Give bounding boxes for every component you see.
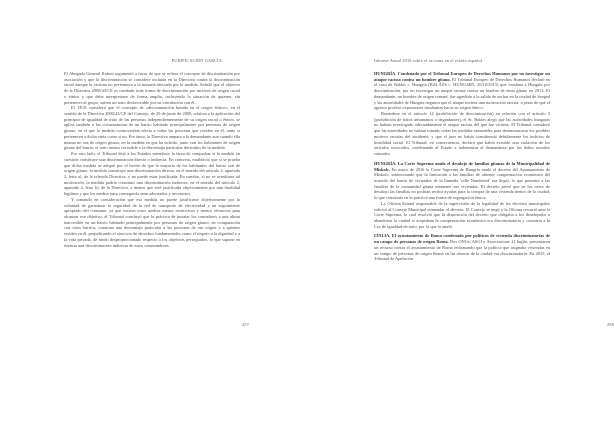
section-text: En mayo de 2016 la Corte Suprema de Hungría anuló el decreto del Ayuntamiento de Miskolc, sentenciando que la limitación a las familias de obtener compensación económica del acuerdo del barrio de viviendas de la llamada 'calle Numbered' era ilegal, lo que permitió a las familias de la comunidad gitana mantener sus viviendas. El decreto prevé que en los casos de desalojo las familias no podrían recibir ayudas para la compra de una vivienda dentro de la ciudad, lo que constituía en la práctica una forma de segregación étnica. [374, 166, 550, 201]
section-text: Basándose en el artículo 14 (prohibición de discriminación) en relación con el artículo 3 (prohibición de tratos inhumanos o degradantes), el Sr. Balázs alegó que las autoridades húngaras no habían investigado adecuadamente el ataque racista del que fue víctima. El Tribunal consideró que las autoridades no habían tomado todas las medidas razonables para desenmascarar los posibles motivos racistas del incidente, y que el juez no había considerado debidamente los indicios de hostilidad racial. El Tribunal, en consecuencia, declaró que había existido una violación de los artículos invocados, condenando al Estado a indemnizar al demandante por los daños morales causados. [374, 111, 550, 157]
paragraph: El TJCE consideró que el concepto de «discriminación basada en el origen étnico», en el sentido de la Directiva 2000/43/CE del Consejo, de 29 de junio de 2000, relativa a la aplicación del principio de igualdad de trato de las personas independientemente de su origen racial o étnico, se aplica también a las circunstancias de un barrio habitado principalmente por personas de origen gitano, en el que la medida controvertida afecta a todas las personas que residen en él, tanto si pertenecen a dicha etnia como si no. Por tanto, la Directiva ampara a la demandante aun cuando ella misma no sea de origen gitano, en la medida en que ha sufrido, junto con los habitantes de origen gitano del barrio, el trato menos favorable o la desventaja particular derivados de la medida. [64, 105, 240, 151]
page-number-right: 258 [607, 322, 614, 327]
paragraph [374, 111, 550, 157]
right-page [300, 0, 614, 424]
section-paragraph [374, 161, 550, 201]
paragraph: El Abogado General Kokott argumentó a favor de que se refiera el concepto de discriminación por asociación y que la discriminación se considere incluida en la Directiva contra la discriminación racial aunque la víctima no pertenezca a la minoría afectada por la medida. Señaló que el objetivo de la Directiva 2000/43/CE es combatir toda forma de discriminación por motivos de origen racial o étnico y que debe interpretarse de forma amplia, incluyendo la situación de quienes, sin pertenecer al grupo, sufren un trato desfavorable por su vinculación con él. [64, 71, 240, 105]
section-text: Dos ONGs, ASGI y Associazione 21 luglio, presentaron un recurso contra el ayuntamiento de Roma reclamando que la política que asignaba viviendas en un campo de personas de origen Roma en las afueras de la ciudad era discriminatoria. En 2015, el Tribunal de Apelación [374, 239, 550, 262]
running-head-right: Informe Anual 2016 sobre el racismo en el estado español [374, 58, 483, 63]
left-page-body [64, 71, 240, 371]
page-number-left: 257 [242, 322, 249, 327]
section-text: El Tribunal Europeo de Derechos Humanos declaró en el caso de Balázs c. Hungría (BALÁZS c. HUNGARY, 20/10/2015) que condena a Hungría por discriminación, por no investigar un ataque racista contra un hombre de etnia gitano en 2013. El demandante, un hombre de origen romaní, fue agredido a la salida de un bar en la ciudad de Szeged y las autoridades de Hungría negaron que el ataque tuviera una motivación racista, a pesar de que el agresor profirió expresiones insultantes hacia su origen étnico. [374, 76, 551, 111]
paragraph: Por otro lado, el Tribunal dejó a los Estados miembros la tarea de comprobar si la medida en cuestión constituye una discriminación directa o indirecta. En concreto, estableció que si se prueba que dicha medida se adoptó por el hecho de que la mayoría de los habitantes del barrio son de origen gitano, la medida constituye una discriminación directa, en el sentido del artículo 2, apartado 2, letra a), de la referida Directiva, y no puede estar justificada. En cambio, si no se acreditara tal motivación, la medida podría constituir una discriminación indirecta, en el sentido del artículo 2, apartado 2, letra b), de la Directiva, a menos que esté justificada objetivamente por una finalidad legítima y que los medios para conseguirla sean adecuados y necesarios. [64, 151, 240, 197]
section-paragraph [374, 71, 550, 111]
running-head-left: PURIFICACIÓN GARCÍA [171, 58, 222, 63]
section-heading: ITALIA. El ayuntamiento de Roma condenado por políticas de vivienda discriminatorias de un campo de personas de origen Roma. [374, 233, 550, 245]
paragraph: Y tomando en consideración que esa medida no puede justificarse objetivamente por la voluntad de garantizar la seguridad de la red de transporte de electricidad y un seguimiento apropiado del consumo, ya que existen otros medios menos restrictivos y menos ofensivos para alcanzar ese objetivo, el Tribunal concluyó que la práctica de instalar los contadores a una altura inaccesible en un barrio habitado principalmente por personas de origen gitano, en comparación con otros barrios, ocasiona una desventaja particular a las personas de ese origen y a quienes residen en él, perjudicando el ejercicio de derechos fundamentales como el respeto a la dignidad y a la vida privada, de modo desproporcionado respecto a los objetivos perseguidos, lo que supone en esencia una discriminación indirecta de estos consumidores. [64, 196, 240, 248]
left-page [0, 0, 300, 424]
paragraph [374, 201, 550, 230]
section-paragraph [374, 233, 550, 262]
section-heading: HUNGRÍA. Condenado por el Tribunal Europeo de Derechos Humanos por no investigar un ataque racista contra un hombre gitano. [374, 71, 550, 82]
section-text: La Oficina Estatal responsable de la supervisión de la legalidad de los decretos municipales solicitó al Consejo Municipal enmendar el decreto. El Consejo se negó y la Oficina recurrió ante la Corte Suprema, la cual resolvió que la disposición del decreto que obligaba a los desalojados a abandonar la ciudad si aceptaban la compensación económica era discriminatoria y contraria a la Ley de igualdad de trato, por lo que la anuló. [374, 200, 550, 229]
right-page-body [374, 71, 550, 371]
section-heading: HUNGRÍA. La Corte Suprema anula el desalojo de familias gitanas de la Municipalidad de Miskolc. [374, 160, 550, 172]
